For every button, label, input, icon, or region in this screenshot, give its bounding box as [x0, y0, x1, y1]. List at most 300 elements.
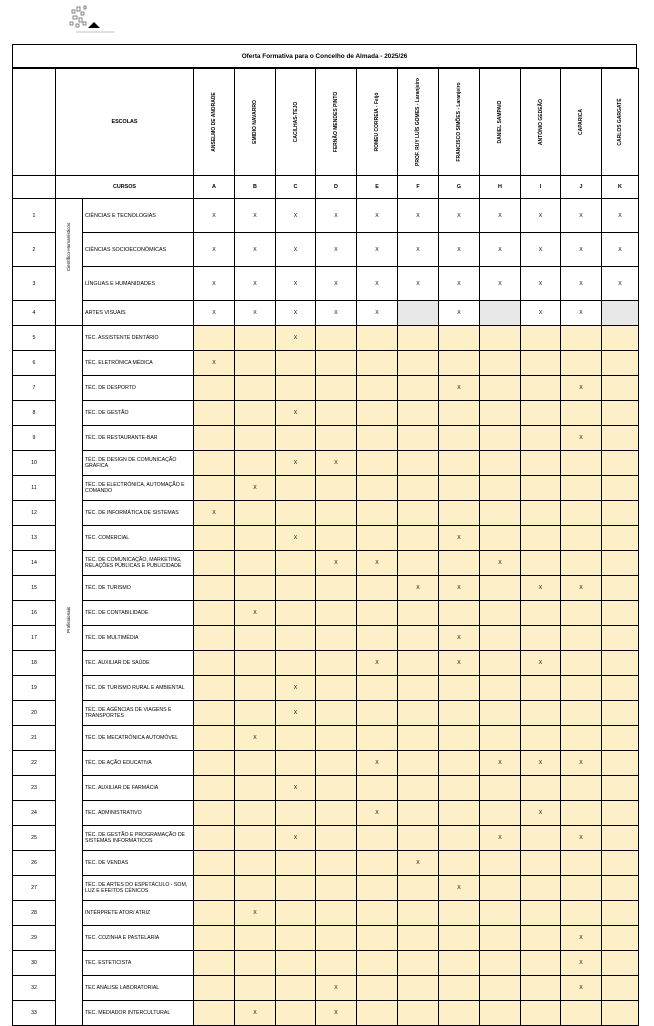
- offer-cell-e: [357, 326, 398, 351]
- course-name: TÉC. DE MULTIMÉDIA: [83, 626, 194, 651]
- offer-cell-c: X: [276, 401, 316, 426]
- row-number: 11: [13, 476, 56, 501]
- offer-cell-a: X: [194, 233, 235, 267]
- offer-cell-j: [561, 876, 602, 901]
- row-number: 8: [13, 401, 56, 426]
- offer-cell-g: [439, 351, 480, 376]
- offer-cell-d: [316, 426, 357, 451]
- offer-cell-i: [521, 676, 561, 701]
- offer-cell-k: [602, 676, 639, 701]
- offer-cell-d: X: [316, 976, 357, 1001]
- offer-cell-h: X: [480, 826, 521, 851]
- offer-cell-e: [357, 351, 398, 376]
- offer-cell-j: [561, 351, 602, 376]
- offer-cell-i: [521, 926, 561, 951]
- offer-cell-j: X: [561, 751, 602, 776]
- course-name: ARTES VISUAIS: [83, 301, 194, 326]
- offer-cell-j: [561, 801, 602, 826]
- offer-cell-k: [602, 476, 639, 501]
- schools-header-row: [13, 69, 639, 176]
- offer-cell-j: [561, 551, 602, 576]
- offer-cell-f: [398, 426, 439, 451]
- course-name: TEC ANÁLISE LABORATORIAL: [83, 976, 194, 1001]
- offer-cell-k: [602, 851, 639, 876]
- school-header-k: [602, 69, 639, 176]
- course-name: TÉC. DE MECATRÓNICA AUTOMÓVEL: [83, 726, 194, 751]
- school-letter: I: [521, 176, 561, 199]
- offer-cell-b: [235, 576, 276, 601]
- offer-cell-i: X: [521, 576, 561, 601]
- offer-cell-i: [521, 526, 561, 551]
- header-corner: [13, 69, 56, 176]
- offer-cell-g: [439, 801, 480, 826]
- offer-cell-e: [357, 451, 398, 476]
- offer-cell-a: [194, 976, 235, 1001]
- offer-cell-f: [398, 626, 439, 651]
- offer-cell-g: [439, 426, 480, 451]
- document-title: Oferta Formativa para o Concelho de Almada - 2025/26: [12, 44, 637, 68]
- offer-cell-f: X: [398, 199, 439, 233]
- row-number: 12: [13, 501, 56, 526]
- offer-cell-k: [602, 526, 639, 551]
- course-name: TÉC. ASSISTENTE DENTÁRIO: [83, 326, 194, 351]
- offer-cell-g: [439, 401, 480, 426]
- offer-cell-a: X: [194, 501, 235, 526]
- offer-cell-c: [276, 476, 316, 501]
- offer-cell-k: [602, 951, 639, 976]
- offer-cell-i: [521, 701, 561, 726]
- offer-cell-i: X: [521, 651, 561, 676]
- offer-cell-h: [480, 576, 521, 601]
- offer-cell-j: X: [561, 301, 602, 326]
- school-name: ROMEU CORREIA - Feijó: [374, 92, 380, 152]
- offer-cell-g: [439, 951, 480, 976]
- offer-cell-j: [561, 526, 602, 551]
- offer-cell-f: [398, 676, 439, 701]
- offer-cell-k: [602, 426, 639, 451]
- offer-cell-f: [398, 801, 439, 826]
- offer-cell-h: [480, 601, 521, 626]
- escolas-label: ESCOLAS: [56, 69, 194, 176]
- course-row: [13, 426, 639, 451]
- row-number: 3: [13, 267, 56, 301]
- offer-cell-g: [439, 701, 480, 726]
- offer-cell-b: X: [235, 726, 276, 751]
- school-name: ANSELMO DE ANDRADE: [211, 92, 217, 152]
- offer-cell-c: X: [276, 199, 316, 233]
- offer-cell-c: X: [276, 526, 316, 551]
- offer-cell-e: [357, 476, 398, 501]
- offer-cell-a: X: [194, 301, 235, 326]
- offer-cell-g: [439, 326, 480, 351]
- school-letter: F: [398, 176, 439, 199]
- course-row: [13, 751, 639, 776]
- school-letter: J: [561, 176, 602, 199]
- offer-cell-g: [439, 726, 480, 751]
- offer-cell-f: [398, 301, 439, 326]
- offer-cell-b: [235, 776, 276, 801]
- offer-cell-a: X: [194, 267, 235, 301]
- offer-cell-d: X: [316, 551, 357, 576]
- school-letter: G: [439, 176, 480, 199]
- school-header-j: [561, 69, 602, 176]
- course-name: TÉC. DE DESPORTO: [83, 376, 194, 401]
- offer-cell-b: [235, 426, 276, 451]
- offer-cell-f: [398, 776, 439, 801]
- offer-cell-e: [357, 426, 398, 451]
- course-row: [13, 901, 639, 926]
- offer-cell-k: X: [602, 267, 639, 301]
- offer-cell-f: [398, 976, 439, 1001]
- offer-cell-f: [398, 451, 439, 476]
- row-number: 23: [13, 776, 56, 801]
- offer-cell-i: [521, 401, 561, 426]
- course-name: TÉC. DE TURISMO RURAL E AMBIENTAL: [83, 676, 194, 701]
- cursos-header-row: [13, 176, 639, 199]
- school-name: CAPARICA: [578, 108, 584, 136]
- offer-cell-d: [316, 401, 357, 426]
- offer-cell-c: [276, 551, 316, 576]
- course-row: [13, 326, 639, 351]
- offer-cell-k: [602, 726, 639, 751]
- course-row: [13, 301, 639, 326]
- course-row: [13, 376, 639, 401]
- offer-cell-c: [276, 876, 316, 901]
- offer-cell-d: X: [316, 301, 357, 326]
- offer-cell-b: [235, 926, 276, 951]
- offer-cell-f: [398, 951, 439, 976]
- offer-cell-f: [398, 601, 439, 626]
- offer-cell-h: [480, 401, 521, 426]
- offer-cell-c: X: [276, 776, 316, 801]
- offer-cell-g: [439, 1001, 480, 1026]
- offer-cell-a: [194, 926, 235, 951]
- offer-cell-e: [357, 901, 398, 926]
- school-header-i: [521, 69, 561, 176]
- offer-cell-j: X: [561, 426, 602, 451]
- offer-cell-c: [276, 926, 316, 951]
- offer-cell-j: [561, 326, 602, 351]
- offer-cell-a: [194, 451, 235, 476]
- offer-cell-e: [357, 851, 398, 876]
- offer-cell-d: X: [316, 233, 357, 267]
- offer-cell-j: [561, 776, 602, 801]
- offer-cell-a: [194, 526, 235, 551]
- offer-cell-g: [439, 826, 480, 851]
- row-number: 19: [13, 676, 56, 701]
- offer-cell-b: [235, 501, 276, 526]
- offer-cell-b: X: [235, 301, 276, 326]
- offer-cell-b: X: [235, 1001, 276, 1026]
- offer-cell-c: [276, 501, 316, 526]
- offer-cell-h: [480, 526, 521, 551]
- offer-cell-j: X: [561, 926, 602, 951]
- school-name: DANIEL SAMPAIO: [497, 100, 503, 144]
- offer-cell-i: [521, 726, 561, 751]
- offer-cell-d: [316, 526, 357, 551]
- offer-cell-e: X: [357, 267, 398, 301]
- offer-cell-d: [316, 801, 357, 826]
- course-row: [13, 401, 639, 426]
- offer-cell-j: [561, 901, 602, 926]
- row-number: 10: [13, 451, 56, 476]
- offer-cell-d: X: [316, 267, 357, 301]
- course-row: [13, 776, 639, 801]
- offer-cell-f: [398, 826, 439, 851]
- offer-cell-f: [398, 901, 439, 926]
- offer-cell-a: X: [194, 351, 235, 376]
- school-letter: A: [194, 176, 235, 199]
- offer-cell-c: X: [276, 451, 316, 476]
- course-name: CIÊNCIAS SOCIOECONÓMICAS: [83, 233, 194, 267]
- offer-cell-i: [521, 826, 561, 851]
- course-row: [13, 951, 639, 976]
- offer-cell-b: [235, 451, 276, 476]
- offer-cell-h: X: [480, 551, 521, 576]
- offer-cell-i: [521, 1001, 561, 1026]
- course-row: [13, 501, 639, 526]
- school-header-d: [316, 69, 357, 176]
- offer-cell-d: [316, 951, 357, 976]
- offer-cell-k: [602, 451, 639, 476]
- row-number: 1: [13, 199, 56, 233]
- offer-cell-h: [480, 676, 521, 701]
- row-number: 16: [13, 601, 56, 626]
- offer-cell-f: [398, 551, 439, 576]
- offer-cell-j: X: [561, 576, 602, 601]
- offer-cell-b: [235, 376, 276, 401]
- offer-cell-i: X: [521, 199, 561, 233]
- offer-cell-b: [235, 401, 276, 426]
- group-cientifico-humanisticos: [56, 199, 83, 326]
- offer-cell-f: [398, 526, 439, 551]
- course-row: [13, 926, 639, 951]
- offer-cell-a: [194, 776, 235, 801]
- row-number: 22: [13, 751, 56, 776]
- offer-cell-k: [602, 551, 639, 576]
- course-name: TÉC. ELETRÓNICA MÉDICA: [83, 351, 194, 376]
- offer-cell-e: [357, 601, 398, 626]
- course-row: [13, 1001, 639, 1026]
- offer-cell-c: [276, 726, 316, 751]
- row-number: 15: [13, 576, 56, 601]
- school-logo: [68, 4, 118, 38]
- offer-cell-d: [316, 901, 357, 926]
- offer-cell-h: X: [480, 751, 521, 776]
- offer-cell-h: [480, 1001, 521, 1026]
- offer-cell-c: [276, 426, 316, 451]
- offer-cell-i: X: [521, 801, 561, 826]
- offer-cell-f: [398, 476, 439, 501]
- offer-cell-a: [194, 901, 235, 926]
- offer-cell-k: [602, 301, 639, 326]
- offer-cell-k: [602, 701, 639, 726]
- offer-cell-e: [357, 976, 398, 1001]
- offer-cell-e: [357, 951, 398, 976]
- offer-cell-k: [602, 376, 639, 401]
- offer-cell-a: [194, 951, 235, 976]
- offer-cell-k: [602, 901, 639, 926]
- course-name: TEC. MEDIADOR INTERCULTURAL: [83, 1001, 194, 1026]
- offer-cell-a: X: [194, 199, 235, 233]
- offer-cell-d: [316, 876, 357, 901]
- school-header-e: [357, 69, 398, 176]
- offer-cell-j: [561, 726, 602, 751]
- offer-cell-b: X: [235, 901, 276, 926]
- school-header-b: [235, 69, 276, 176]
- offer-cell-k: [602, 776, 639, 801]
- offer-cell-f: [398, 726, 439, 751]
- course-name: INTÉRPRETE ATOR/ ATRIZ: [83, 901, 194, 926]
- offer-cell-c: [276, 601, 316, 626]
- offer-cell-e: X: [357, 233, 398, 267]
- offer-cell-f: [398, 751, 439, 776]
- offer-cell-j: X: [561, 267, 602, 301]
- offer-cell-k: [602, 1001, 639, 1026]
- offer-cell-g: [439, 601, 480, 626]
- offer-cell-c: [276, 376, 316, 401]
- course-name: TEC. ESTETICISTA: [83, 951, 194, 976]
- course-row: [13, 801, 639, 826]
- course-name: TEC. COZINHA E PASTELARIA: [83, 926, 194, 951]
- offer-cell-k: [602, 326, 639, 351]
- row-number: 24: [13, 801, 56, 826]
- offer-cell-h: [480, 376, 521, 401]
- offer-cell-i: X: [521, 267, 561, 301]
- school-name: ANTÓNIO GEDEÃO: [537, 98, 544, 146]
- row-number: 2: [13, 233, 56, 267]
- offer-cell-j: X: [561, 976, 602, 1001]
- offer-cell-j: [561, 451, 602, 476]
- course-row: [13, 451, 639, 476]
- row-number: 7: [13, 376, 56, 401]
- school-letter: E: [357, 176, 398, 199]
- offer-cell-g: [439, 451, 480, 476]
- offer-cell-g: X: [439, 651, 480, 676]
- offer-cell-d: [316, 726, 357, 751]
- header-corner-2: [13, 176, 56, 199]
- offer-cell-i: [521, 901, 561, 926]
- school-name: PROF. RUY LUÍS GOMES - Laranjeiro: [415, 78, 421, 166]
- course-row: [13, 476, 639, 501]
- offer-cell-h: [480, 726, 521, 751]
- school-header-h: [480, 69, 521, 176]
- course-name: TÉC. DE RESTAURANTE-BAR: [83, 426, 194, 451]
- offer-cell-h: [480, 476, 521, 501]
- offer-cell-g: [439, 676, 480, 701]
- course-name: CIÊNCIAS E TECNOLOGIAS: [83, 199, 194, 233]
- course-row: [13, 626, 639, 651]
- offer-cell-b: X: [235, 476, 276, 501]
- offer-cell-a: [194, 326, 235, 351]
- offer-cell-e: X: [357, 751, 398, 776]
- offer-cell-a: [194, 1001, 235, 1026]
- offer-cell-e: [357, 876, 398, 901]
- course-row: [13, 526, 639, 551]
- offer-cell-e: [357, 676, 398, 701]
- offer-cell-h: [480, 301, 521, 326]
- offer-cell-g: X: [439, 576, 480, 601]
- school-name: FERNÃO MENDES PINTO: [333, 91, 339, 153]
- course-name: TÉC. DE ARTES DO ESPETÁCULO - SOM, LUZ E EFEITOS CÉNICOS: [83, 876, 194, 901]
- offer-cell-j: X: [561, 951, 602, 976]
- offer-cell-b: [235, 326, 276, 351]
- offer-cell-a: [194, 826, 235, 851]
- offer-cell-g: X: [439, 876, 480, 901]
- offer-cell-j: [561, 1001, 602, 1026]
- course-name: TÉC. DE GESTÃO: [83, 401, 194, 426]
- offer-cell-h: X: [480, 233, 521, 267]
- school-name: CACILHAS-TEJO: [292, 101, 299, 143]
- offer-cell-a: [194, 376, 235, 401]
- offer-cell-c: [276, 576, 316, 601]
- offer-cell-k: [602, 576, 639, 601]
- offer-cell-k: [602, 976, 639, 1001]
- offer-cell-j: X: [561, 826, 602, 851]
- offer-cell-c: X: [276, 826, 316, 851]
- offer-cell-g: [439, 926, 480, 951]
- offer-cell-g: [439, 551, 480, 576]
- offer-cell-a: [194, 476, 235, 501]
- offer-cell-b: [235, 826, 276, 851]
- offer-cell-d: [316, 601, 357, 626]
- school-header-g: [439, 69, 480, 176]
- offer-cell-h: [480, 876, 521, 901]
- row-number: 4: [13, 301, 56, 326]
- offer-cell-i: [521, 851, 561, 876]
- offer-cell-d: [316, 926, 357, 951]
- offer-cell-j: X: [561, 199, 602, 233]
- offer-cell-k: [602, 876, 639, 901]
- course-row: [13, 551, 639, 576]
- offer-cell-b: [235, 976, 276, 1001]
- offer-cell-b: [235, 851, 276, 876]
- offer-cell-g: X: [439, 526, 480, 551]
- offer-cell-a: [194, 751, 235, 776]
- offer-cell-k: [602, 626, 639, 651]
- offer-cell-a: [194, 576, 235, 601]
- offer-cell-j: [561, 501, 602, 526]
- offer-cell-b: X: [235, 601, 276, 626]
- offer-cell-e: [357, 776, 398, 801]
- offer-cell-h: [480, 776, 521, 801]
- offer-cell-c: X: [276, 701, 316, 726]
- offer-cell-e: X: [357, 301, 398, 326]
- offer-cell-k: [602, 826, 639, 851]
- offer-cell-c: X: [276, 233, 316, 267]
- offer-cell-c: [276, 801, 316, 826]
- school-letter: H: [480, 176, 521, 199]
- offer-cell-c: X: [276, 301, 316, 326]
- course-row: [13, 876, 639, 901]
- offer-cell-b: [235, 626, 276, 651]
- offer-cell-b: X: [235, 233, 276, 267]
- offer-cell-g: [439, 501, 480, 526]
- offer-cell-k: X: [602, 233, 639, 267]
- offer-cell-i: X: [521, 301, 561, 326]
- offer-cell-f: [398, 501, 439, 526]
- course-name: TEC. AUXILIAR DE FARMÁCIA: [83, 776, 194, 801]
- course-row: [13, 726, 639, 751]
- offer-cell-e: [357, 1001, 398, 1026]
- row-number: 27: [13, 876, 56, 901]
- offer-cell-c: [276, 351, 316, 376]
- offer-cell-h: [480, 951, 521, 976]
- cursos-label: CURSOS: [56, 176, 194, 199]
- offer-cell-f: X: [398, 851, 439, 876]
- offer-cell-d: X: [316, 199, 357, 233]
- offer-cell-f: [398, 401, 439, 426]
